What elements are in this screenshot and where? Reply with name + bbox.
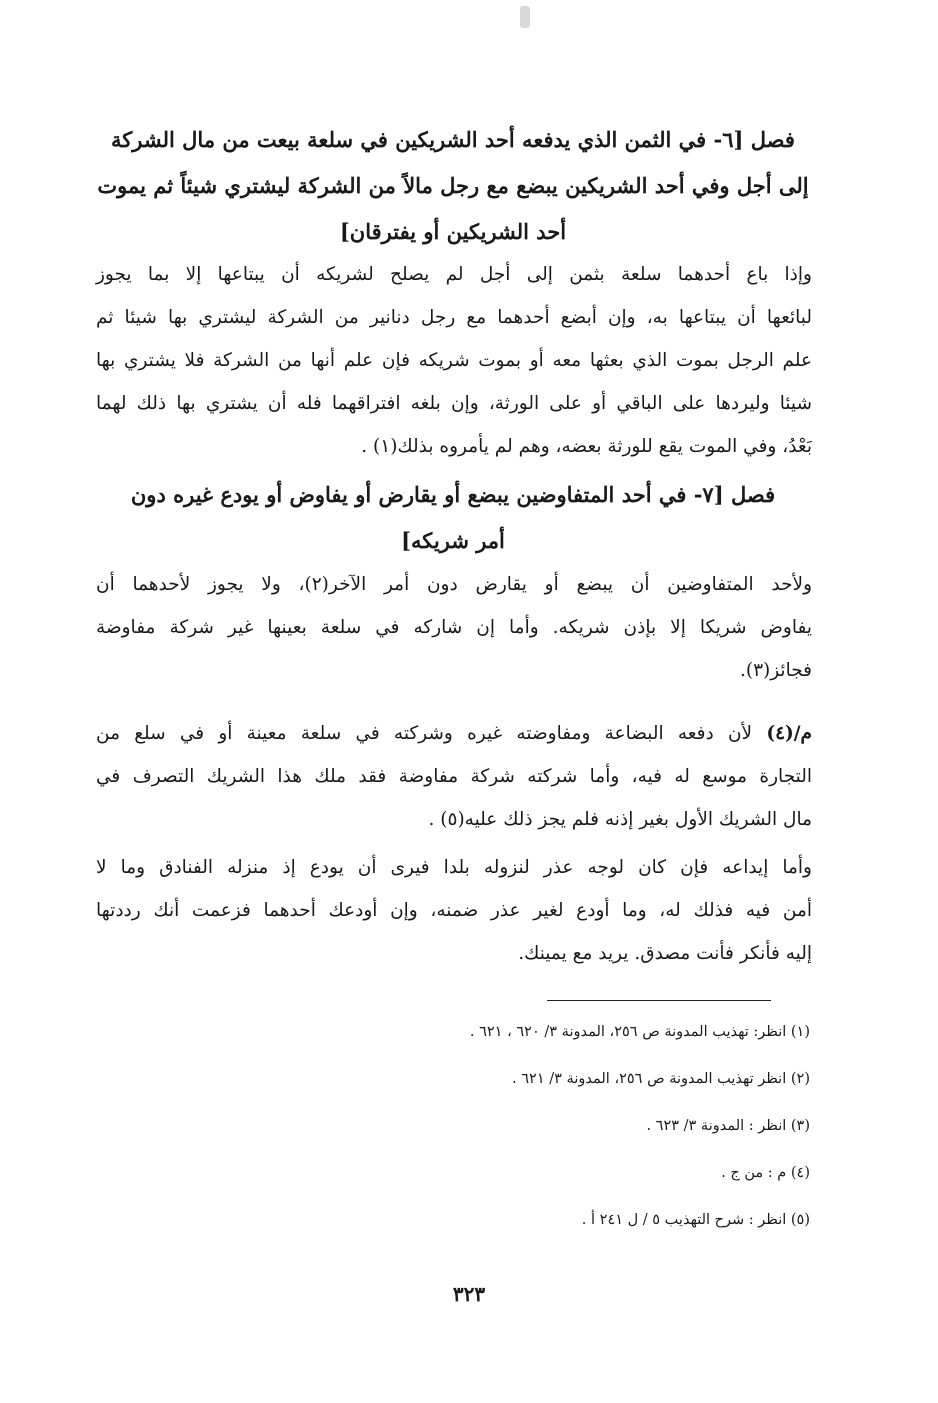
footnote: (٥) انظر : شرح التهذيب ٥ / ل ٢٤١ أ . — [581, 1212, 810, 1228]
paragraph-line: مال الشريك الأول بغير إذنه فلم يجز ذلك عليه(٥) . — [428, 809, 812, 830]
deposit-paragraph — [96, 846, 812, 975]
footnote: (١) انظر: تهذيب المدونة ص ٢٥٦، المدونة ٣/ ٦٢٠ ، ٦٢١ . — [469, 1024, 810, 1040]
footnote-separator — [547, 1000, 771, 1001]
section-6-heading — [90, 117, 816, 255]
paragraph-line: إليه فأنكر فأنت مصدق. يريد مع يمينك. — [518, 943, 812, 964]
heading-line: فصل [٧- في أحد المتفاوضين يبضع أو يقارض أو يفاوض أو يودع غيره دون — [130, 482, 776, 507]
paragraph-line — [96, 712, 812, 755]
heading-line: أمر شريكه] — [401, 528, 505, 553]
paragraph-line: شيئا وليردها على الباقي أو على الورثة، وإن بلغه افتراقهما فله أن يشتري بها ذلك لهما — [96, 393, 812, 414]
heading-line: أحد الشريكين أو يفترقان] — [339, 219, 567, 244]
footnotes — [200, 1018, 810, 1253]
section-7-paragraph — [96, 563, 812, 692]
paragraph-line: وأما إيداعه فإن كان لوجه عذر لنزوله بلدا فيرى أن يودع إذ منزله الفنادق وما لا — [96, 857, 812, 878]
paragraph-line-text: لأن دفعه البضاعة ومفاوضته غيره وشركته في سلعة معينة أو في سلع من — [96, 723, 753, 744]
page-number: ٣٢٣ — [452, 1282, 486, 1306]
paragraph-line: التجارة موسع له فيه، وأما شركته شركة مفاوضة فقد ملك هذا الشريك التصرف في — [96, 766, 812, 787]
paragraph-line: ولأحد المتفاوضين أن يبضع أو يقارض دون أمر الآخر(٢)، ولا يجوز لأحدهما أن — [96, 574, 813, 595]
paragraph-line: علم الرجل بموت الذي بعثها معه أو بموت شريكه فإن علم أنها من الشركة فلا يشتري بها — [96, 350, 812, 371]
manuscript-marker: م/(٤) — [766, 723, 812, 744]
footnote: (٢) انظر تهذيب المدونة ص ٢٥٦، المدونة ٣/ ٦٢١ . — [512, 1071, 810, 1087]
section-7-heading — [90, 472, 816, 564]
scan-artifact — [520, 6, 530, 28]
manuscript-paragraph — [96, 712, 812, 841]
footnote: (٣) انظر : المدونة ٣/ ٦٢٣ . — [646, 1118, 810, 1134]
paragraph-line: فجائز(٣). — [739, 660, 812, 681]
heading-line: فصل [٦- في الثمن الذي يدفعه أحد الشريكين في سلعة بيعت من مال الشركة — [111, 127, 795, 152]
paragraph-line: بَعْدُ، وفي الموت يقع للورثة بعضه، وهم لم يأمروه بذلك(١) . — [361, 436, 812, 457]
heading-line: إلى أجل وفي أحد الشريكين يبضع مع رجل مالاً من الشركة ليشتري شيئاً ثم يموت — [97, 173, 809, 198]
paragraph-line: لبائعها أن يبتاعها به، وإن أبضع أحدهما مع رجل دنانير من الشركة ليشتري بها شيئا ثم — [96, 307, 812, 328]
paragraph-line: يفاوض شريكا إلا بإذن شريكه. وأما إن شاركه في سلعة بعينها غير شركة مفاوضة — [96, 617, 812, 638]
paragraph-line: وإذا باع أحدهما سلعة بثمن إلى أجل لم يصلح لشريكه أن يبتاعها إلا بما يجوز — [96, 264, 812, 285]
footnote: (٤) م : من ج . — [721, 1165, 810, 1181]
paragraph-line: أمن فيه فذلك له، وما أودع لغير عذر ضمنه، وإن أودعك أحدهما فزعمت أنك رددتها — [96, 900, 812, 921]
section-6-paragraph — [96, 253, 812, 468]
